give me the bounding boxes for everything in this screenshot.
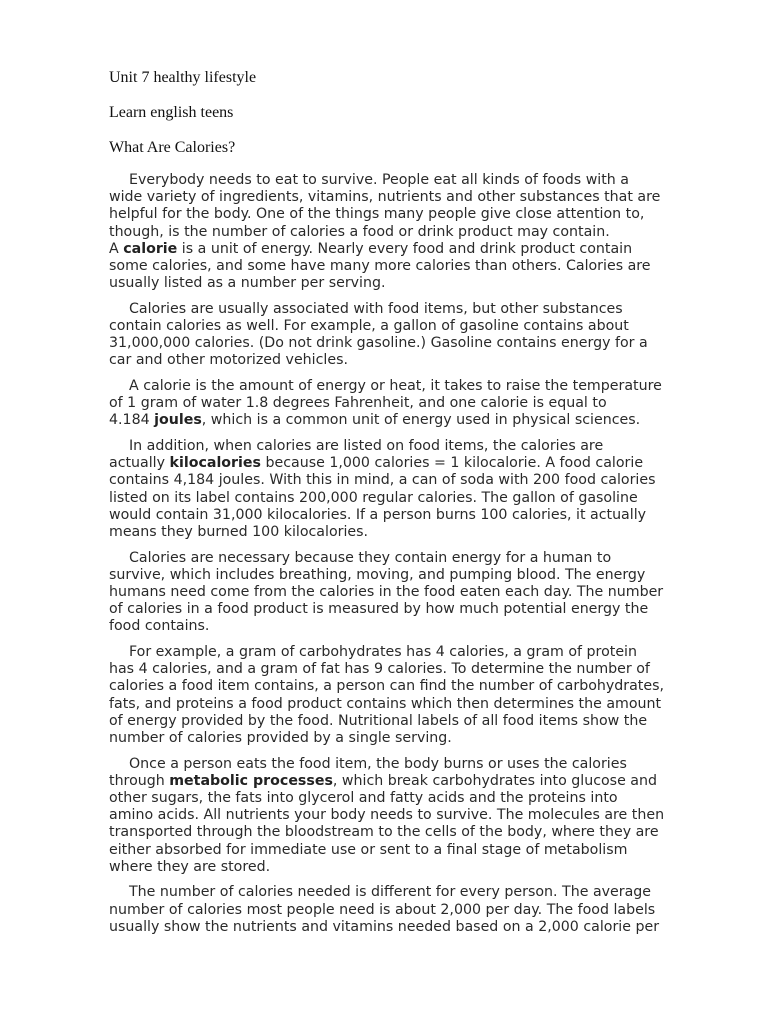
text-run: because 1,000 calories = 1 kilocalorie. A food calorie (260, 455, 644, 472)
article-title: What Are Calories? (109, 139, 236, 156)
text-run: of calories in a food product is measured by how much potential energy the (109, 601, 649, 618)
paragraph-line (109, 824, 705, 841)
paragraph-line (109, 258, 705, 275)
text-run: , which is a common unit of energy used in physical sciences. (201, 412, 641, 429)
paragraph-line (109, 713, 705, 730)
paragraph-line (109, 601, 705, 618)
unit-title: Unit 7 healthy lifestyle (109, 69, 257, 86)
bold-term: kilocalories (169, 455, 261, 472)
bold-term: joules (154, 412, 202, 429)
paragraph-line (109, 395, 705, 412)
paragraph-line (109, 352, 705, 369)
text-run: transported through the bloodstream to the cells of the body, where they are (109, 824, 659, 841)
text-run: of energy provided by the food. Nutritional labels of all food items show the (109, 712, 648, 729)
paragraph-line (109, 884, 705, 901)
text-run: A (109, 240, 124, 257)
text-run: listed on its label contains 200,000 regular calories. The gallon of gasoline (109, 489, 638, 506)
paragraph-line (109, 730, 705, 747)
text-run: Once a person eats the food item, the body burns or uses the calories (129, 755, 627, 772)
paragraph (109, 438, 705, 541)
paragraph-line (109, 172, 705, 189)
paragraph (109, 301, 705, 370)
paragraph-line (109, 206, 705, 223)
text-run: of 1 gram of water 1.8 degrees Fahrenheit, and one calorie is equal to (109, 395, 607, 412)
text-run: would contain 31,000 kilocalories. If a person burns 100 calories, it actually (109, 506, 647, 523)
paragraph-line (109, 378, 705, 395)
text-run: usually show the nutrients and vitamins needed based on a 2,000 calorie per (109, 918, 660, 935)
paragraph-line (109, 472, 705, 489)
text-run: wide variety of ingredients, vitamins, nutrients and other substances that are (109, 189, 661, 206)
paragraph-line (109, 455, 705, 472)
paragraph-line (109, 224, 705, 241)
paragraph-line (109, 318, 705, 335)
text-run: food contains. (109, 618, 210, 635)
paragraph-line (109, 490, 705, 507)
text-run: actually (109, 455, 170, 472)
paragraph-line (109, 807, 705, 824)
paragraph (109, 756, 705, 876)
text-run: A calorie is the amount of energy or heat, it takes to raise the temperature (129, 378, 662, 395)
text-run: where they are stored. (109, 858, 271, 875)
text-run: survive, which includes breathing, moving, and pumping blood. The energy (109, 566, 646, 583)
source-title: Learn english teens (109, 104, 234, 121)
text-run: number of calories most people need is about 2,000 per day. The food labels (109, 901, 656, 918)
paragraph-line (109, 584, 705, 601)
paragraph-line (109, 241, 705, 258)
paragraph (109, 172, 705, 292)
text-run: 31,000,000 calories. (Do not drink gasoline.) Gasoline contains energy for a (109, 335, 648, 352)
paragraph (109, 884, 705, 936)
paragraph-line (109, 859, 705, 876)
paragraph-line (109, 678, 705, 695)
text-run: fats, and proteins a food product contains which then determines the amount (109, 695, 662, 712)
text-run: is a unit of energy. Nearly every food and drink product contain (177, 240, 633, 257)
paragraph-line (109, 301, 705, 318)
paragraph-line (109, 438, 705, 455)
text-run: either absorbed for immediate use or sent to a final stage of metabolism (109, 841, 628, 858)
paragraph (109, 644, 705, 747)
text-run: helpful for the body. One of the things many people give close attention to, (109, 206, 645, 223)
paragraph (109, 378, 705, 430)
paragraph-line (109, 567, 705, 584)
text-run: through (109, 772, 170, 789)
paragraph-line (109, 661, 705, 678)
text-run: other sugars, the fats into glycerol and fatty acids and the proteins into (109, 790, 618, 807)
text-run: contain calories as well. For example, a gallon of gasoline contains about (109, 318, 629, 335)
bold-term: metabolic processes (169, 772, 333, 789)
text-run: 4.184 (109, 412, 155, 429)
text-run: , which break carbohydrates into glucose and (332, 772, 657, 789)
text-run: means they burned 100 kilocalories. (109, 524, 369, 541)
paragraph-line (109, 842, 705, 859)
text-run: has 4 calories, and a gram of fat has 9 calories. To determine the number of (109, 661, 650, 678)
text-run: In addition, when calories are listed on food items, the calories are (129, 438, 604, 455)
paragraph (109, 550, 705, 636)
paragraph-line (109, 919, 705, 936)
text-run: amino acids. All nutrients your body needs to survive. The molecules are then (109, 807, 665, 824)
text-run: The number of calories needed is different for every person. The average (129, 884, 652, 901)
paragraph-line (109, 550, 705, 567)
paragraph-line (109, 618, 705, 635)
paragraph-line (109, 773, 705, 790)
text-run: car and other motorized vehicles. (109, 352, 348, 369)
paragraph-line (109, 335, 705, 352)
paragraph-line (109, 189, 705, 206)
paragraph-line (109, 507, 705, 524)
paragraph-line (109, 696, 705, 713)
text-run: Calories are usually associated with food items, but other substances (129, 300, 623, 317)
text-run: usually listed as a number per serving. (109, 275, 386, 292)
text-run: calories a food item contains, a person can find the number of carbohydrates, (109, 678, 665, 695)
text-run: Calories are necessary because they contain energy for a human to (129, 549, 612, 566)
text-run: some calories, and some have many more calories than others. Calories are (109, 258, 651, 275)
text-run: humans need come from the calories in the food eaten each day. The number (109, 584, 664, 601)
article-body (109, 172, 705, 944)
text-run: though, is the number of calories a food or drink product may contain. (109, 223, 610, 240)
text-run: Everybody needs to eat to survive. People eat all kinds of foods with a (129, 172, 630, 188)
paragraph-line (109, 412, 705, 429)
paragraph-line (109, 524, 705, 541)
text-run: For example, a gram of carbohydrates has 4 calories, a gram of protein (129, 644, 637, 661)
bold-term: calorie (123, 240, 178, 257)
text-run: contains 4,184 joules. With this in mind, a can of soda with 200 food calories (109, 472, 656, 489)
paragraph-line (109, 790, 705, 807)
paragraph-line (109, 756, 705, 773)
text-run: number of calories provided by a single serving. (109, 730, 452, 747)
paragraph-line (109, 902, 705, 919)
paragraph-line (109, 275, 705, 292)
paragraph-line (109, 644, 705, 661)
